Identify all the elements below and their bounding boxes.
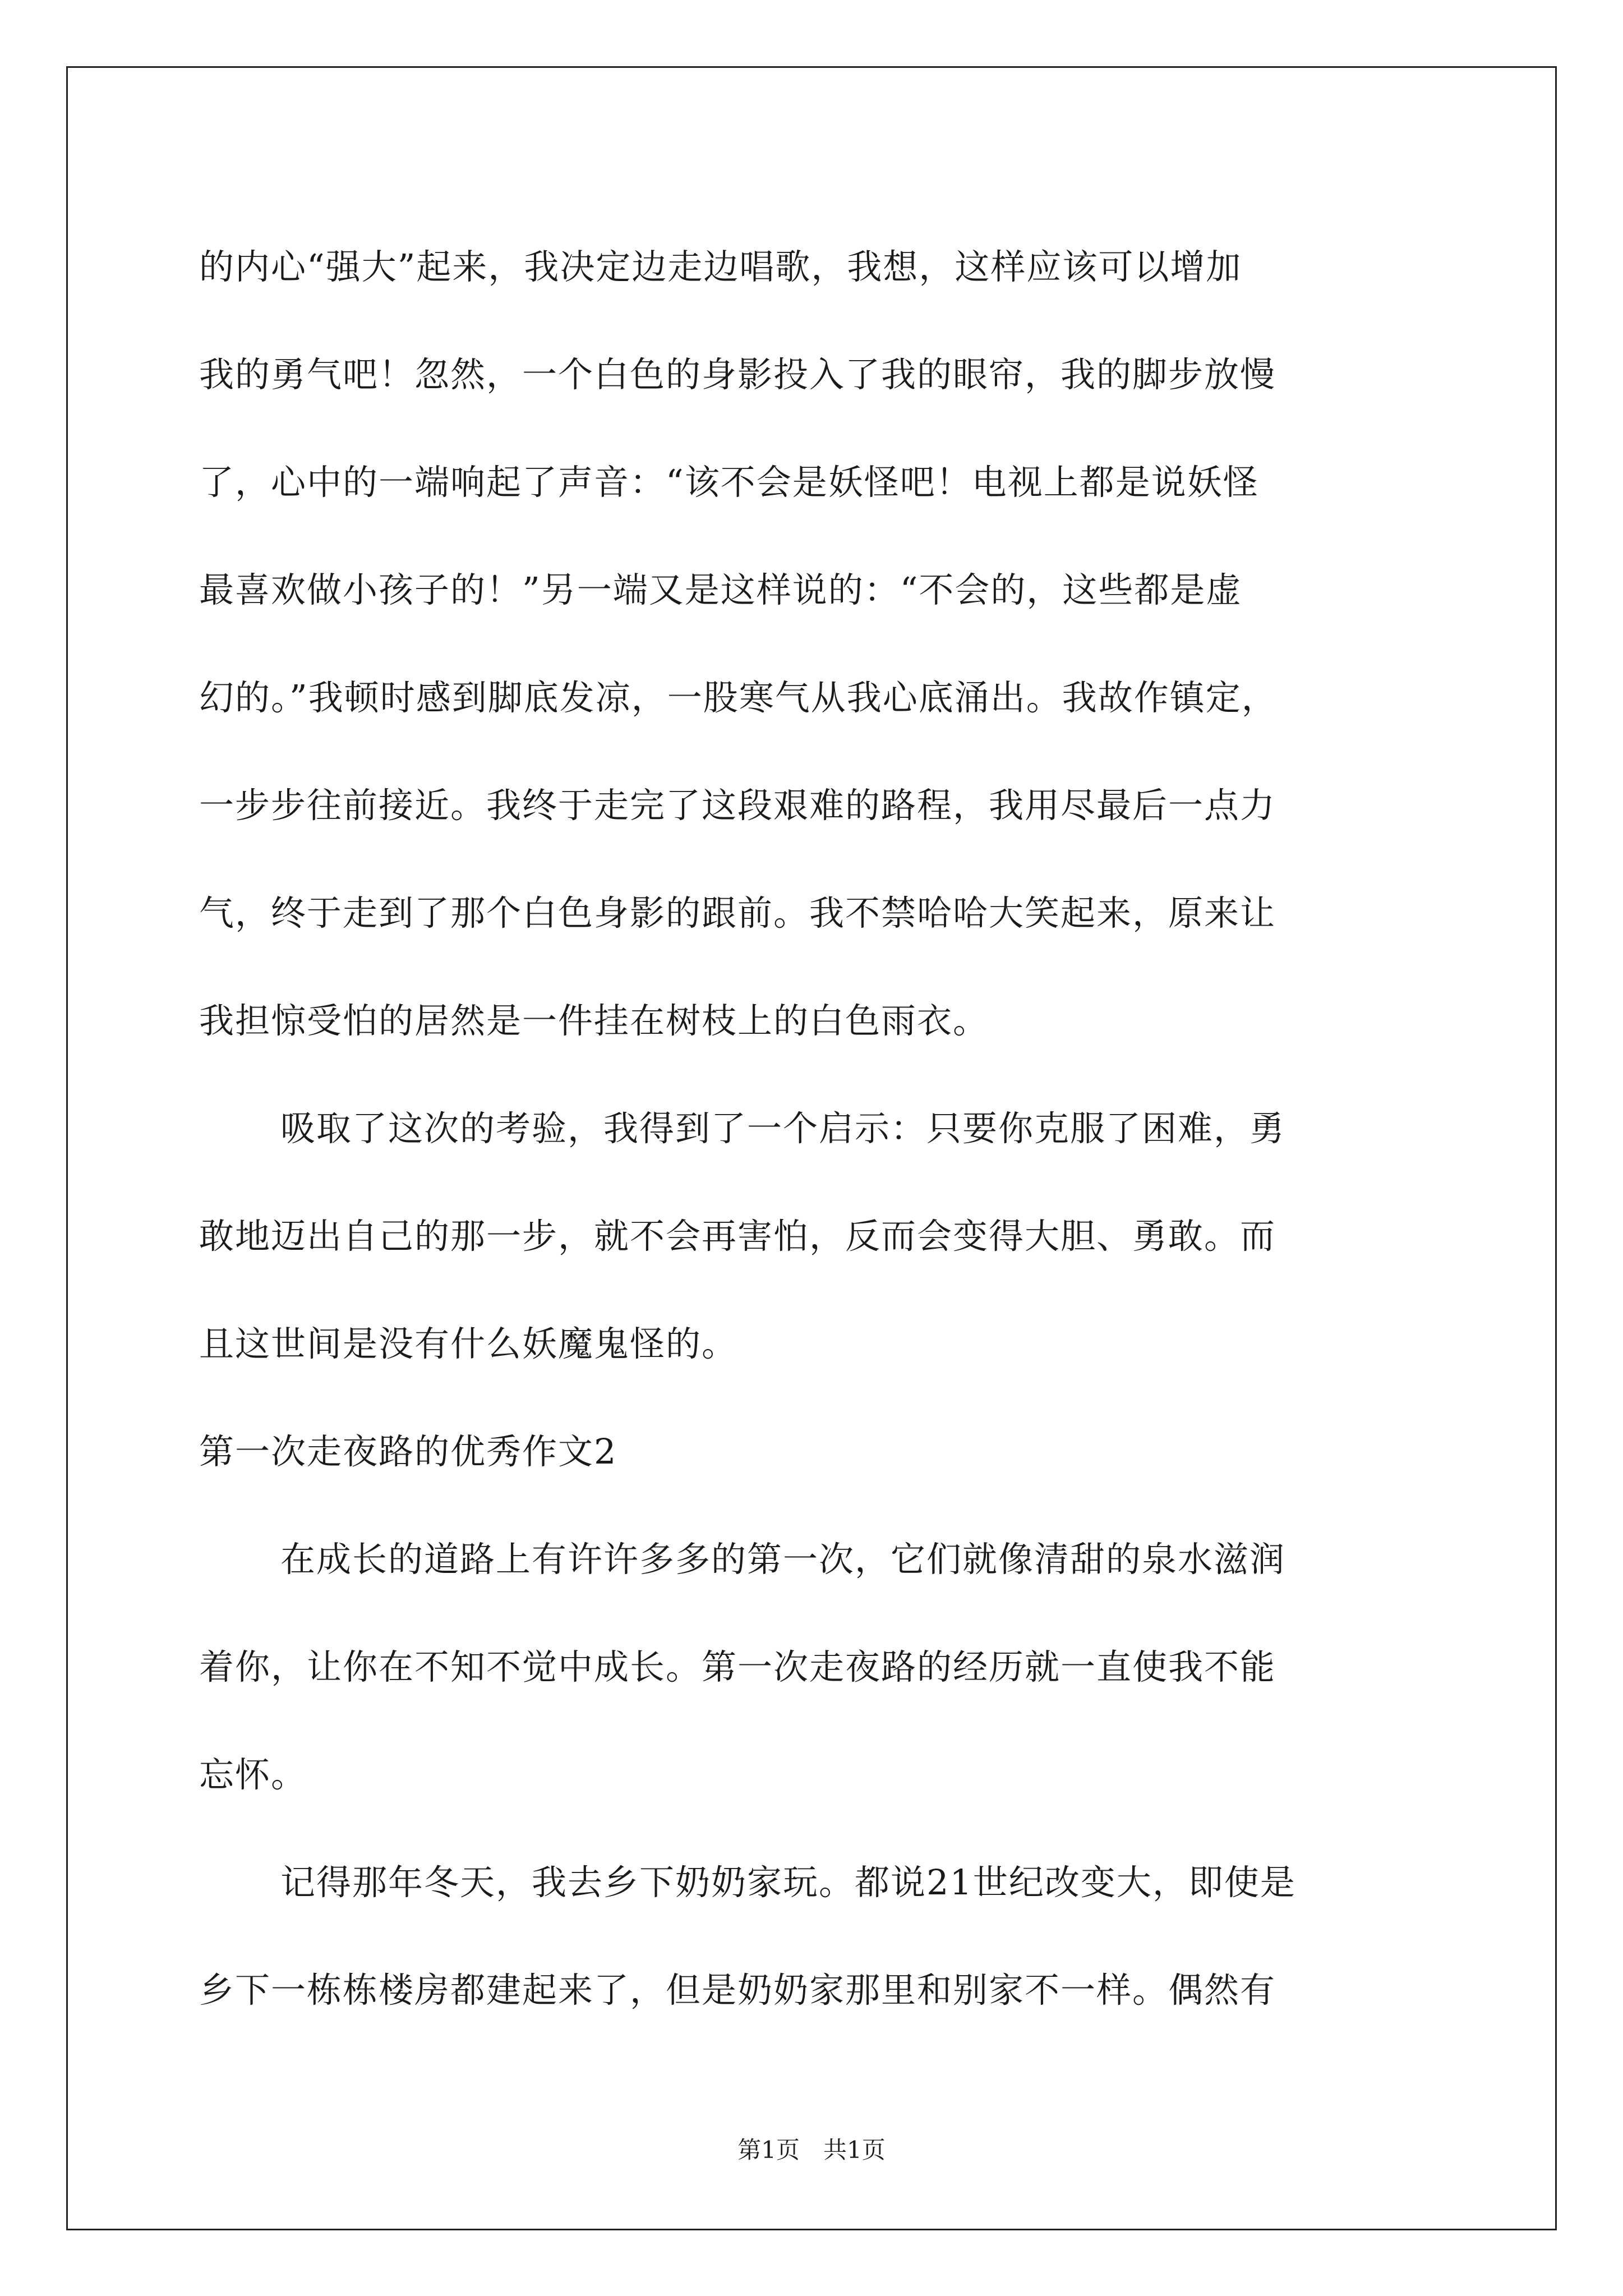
text-line: 一步步往前接近。我终于走完了这段艰难的路程，我用尽最后一点力: [199, 785, 1276, 826]
text-line: 敢地迈出自己的那一步，就不会再害怕，反而会变得大胆、勇敢。而: [199, 1216, 1276, 1257]
paragraph-start-line: 吸取了这次的考验，我得到了一个启示：只要你克服了困难，勇: [280, 1108, 1286, 1149]
text-line: 的内心“强大”起来，我决定边走边唱歌，我想，这样应该可以增加: [199, 246, 1242, 287]
text-line: 忘怀。: [199, 1754, 307, 1795]
paragraph-start-line: 在成长的道路上有许许多多的第一次，它们就像清甜的泉水滋润: [280, 1539, 1286, 1580]
text-line: 幻的。”我顿时感到脚底发凉，一股寒气从我心底涌出。我故作镇定，: [199, 677, 1278, 718]
section-heading: 第一次走夜路的优秀作文2: [199, 1431, 617, 1472]
page-footer: 第1页 共1页: [737, 2136, 886, 2164]
text-line: 气，终于走到了那个白色身影的跟前。我不禁哈哈大笑起来，原来让: [199, 892, 1276, 933]
text-line: 最喜欢做小孩子的！”另一端又是这样说的：“不会的，这些都是虚: [199, 569, 1242, 610]
text-line: 着你，让你在不知不觉中成长。第一次走夜路的经历就一直使我不能: [199, 1646, 1276, 1687]
text-line: 了，心中的一端响起了声音：“该不会是妖怪吧！电视上都是说妖怪: [199, 462, 1259, 503]
document-body: [199, 213, 1455, 2044]
paragraph-start-line: 记得那年冬天，我去乡下奶奶家玩。都说21世纪改变大，即使是: [280, 1862, 1296, 1903]
text-line: 且这世间是没有什么妖魔鬼怪的。: [199, 1323, 738, 1364]
text-line: 我的勇气吧！忽然，一个白色的身影投入了我的眼帘，我的脚步放慢: [199, 354, 1276, 395]
text-line: 我担惊受怕的居然是一件挂在树枝上的白色雨衣。: [199, 1000, 989, 1041]
text-line: 乡下一栋栋楼房都建起来了，但是奶奶家那里和别家不一样。偶然有: [199, 1970, 1276, 2010]
